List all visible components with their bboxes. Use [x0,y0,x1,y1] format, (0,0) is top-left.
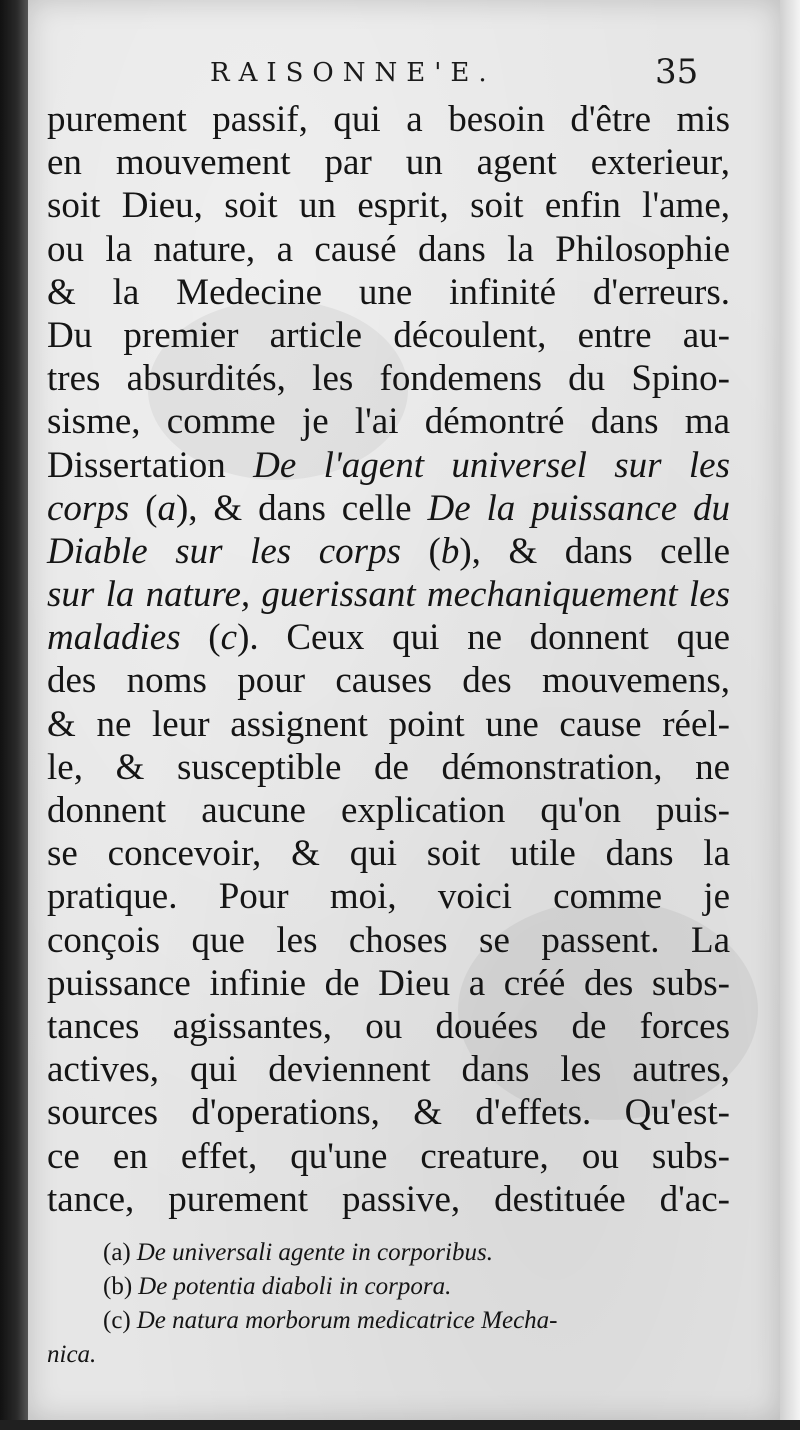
text-line: tance, purement passive, destituée d'ac- [47,1178,730,1220]
line-text: ), & dans celle [175,487,428,529]
text-line: & ne leur assignent point une cause réel- [47,703,730,745]
text-line: & la Medecine une infinité d'erreurs. [47,271,730,313]
text-line: actives, qui deviennent dans les autres, [47,1049,730,1091]
text-line [47,616,730,659]
text-line: ce en effet, qu'une creature, ou subs- [47,1135,730,1177]
footnotes [47,1236,730,1372]
italic-title: maladies [47,617,181,659]
text-line: ou la nature, a causé dans la Philosophie [47,228,730,270]
page-left-shadow [0,0,28,1430]
text-line: sur la nature, guerissant mechaniquement les [47,574,730,616]
footnote-ref: b [440,530,460,572]
running-title: RAISONNE'E. [210,58,496,88]
text-line: tres absurdités, les fondemens du Spino- [47,358,730,400]
text-line: sisme, comme je l'ai démontré dans ma [47,401,730,443]
footnote [47,1236,730,1270]
footnote-text: De potentia diaboli in corpora. [138,1273,452,1300]
page-bottom-shadow [0,1420,800,1430]
text-line: le, & susceptible de démonstration, ne [47,746,730,788]
footnote-text: nica. [47,1341,97,1368]
text-line: puissance infinie de Dieu a créé des subs- [47,962,730,1004]
text-line: purement passif, qui a besoin d'être mis [47,99,730,140]
text-line: des noms pour causes des mouvemens, [47,660,730,702]
footnote-continuation [47,1338,730,1372]
line-text: Dissertation [47,444,254,486]
body-text [47,98,730,1221]
text-line [47,444,730,487]
line-text: ( [400,530,441,572]
text-line: pratique. Pour moi, voici comme je [47,876,730,918]
footnote-ref: a [157,487,176,529]
line-text: ( [129,487,158,529]
footnote [47,1270,730,1304]
line-text: ), & dans celle [459,530,730,572]
footnote-text: De natura morborum medicatrice Mecha- [136,1307,558,1334]
line-text: ). Ceux qui ne donnent que [237,617,730,659]
italic-title: Diable sur les corps [47,530,401,572]
text-line [47,487,730,530]
footnote-ref: c [220,617,238,659]
line-text: ( [180,617,221,659]
text-line: Du premier article découlent, entre au- [47,314,730,356]
text-line: donnent aucune explication qu'on puis- [47,790,730,831]
footnote [47,1304,730,1338]
page-right-margin [780,0,800,1430]
text-line: sources d'operations, & d'effets. Qu'est- [47,1092,730,1134]
footnote-mark: (c) [103,1307,131,1334]
text-line: se concevoir, & qui soit utile dans la [47,833,730,875]
footnote-mark: (b) [103,1273,133,1300]
text-line: soit Dieu, soit un esprit, soit enfin l'ame, [47,185,730,227]
italic-title: corps [47,487,130,529]
footnote-mark: (a) [103,1239,131,1266]
page-number: 35 [655,52,699,92]
text-line: conçois que les choses se passent. La [47,919,730,961]
text-line: tances agissantes, ou douées de forces [47,1005,730,1047]
text-line: en mouvement par un agent exterieur, [47,142,730,184]
footnote-text: De universali agente in corporibus. [136,1239,493,1266]
italic-title: De la puissance du [427,487,730,529]
text-line [47,530,730,573]
italic-title: De l'agent universel sur les [253,444,731,486]
